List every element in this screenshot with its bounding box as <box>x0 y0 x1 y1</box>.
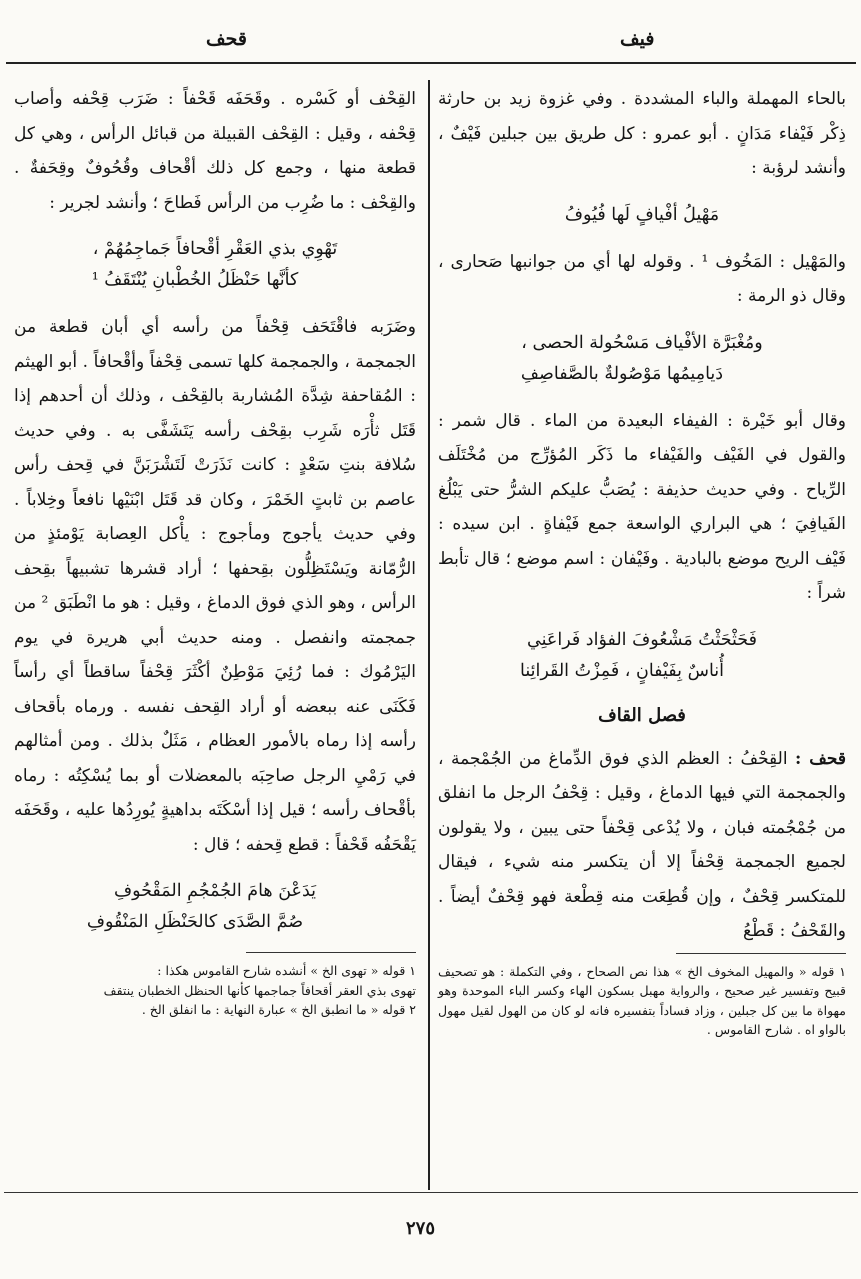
footnote: ٢ قوله « ما انطبق الخ » عبارة النهاية : ما انفلق الخ . <box>141 1002 416 1017</box>
footnote: ١ قوله « والمهيل المخوف الخ » هذا نص الصحاح ، وفي التكملة : هو تصحيف قبيح وتفسير غير صحيح ، والرواية مهبل بسكون الهاء وكسر الباء الموحدة وهو مهواة ما بين كل جبلين ، وزاد فساداً بتفسيره فانه لو كان من الهول لقيل مهول بالواو اه . شارح القاموس . <box>438 963 846 1037</box>
entry-lemma: قحف : <box>795 748 846 769</box>
verse <box>438 328 846 390</box>
page-number: ٢٧٥ <box>406 1218 436 1239</box>
column-divider <box>428 80 430 1190</box>
footnote-verse: تهوى بذي العقر أقحافاً جماجمها كأنها الحنظل الخطبان ينتقف <box>103 982 416 998</box>
verse <box>14 876 416 938</box>
left-column <box>14 82 416 1020</box>
paragraph: وضَرَبه فاقْتَحَف قِحْفاً من رأسه أي أبان قطعة من الجمجمة ، والجمجمة كلها تسمى قِحْفاً وأقْحافاً . أبو الهيثم : المُقاحفة شِدَّة المُشاربة بالقِحْف ، وذلك أن أحدهم إذا قَتَل ثأْرَه شَرِب بقِحْف رأسه يَتَشَفَّى به . وفي حديث سُلافة بنتِ سَعْدٍ : كانت نَذَرَتْ لَتَشْرَبَنَّ في قِحف رأس عاصم بن ثابتٍ الخَمْرَ ، وكان قد قَتَل ابْنَيْها نافعاً وخِلاباً . وفي حديث يأجوج ومأجوج : يأْكل العِصابة يَوْمئذٍ من الرُّمّانة ويَسْتَظِلُّون بقِحفها ؛ أراد قشرها تشبيهاً بقِحف الرأس ، وهو الذي فوق الدماغ ، وقيل : هو ما انْطَبَق ² من جمجمته وانفصل . ومنه حديث أبي هريرة في يوم اليَرْمُوك : فما رُئِيَ مَوْطِنٌ أكْثَرَ قِحْفاً ساقطاً أي رأساً فَكَنَى عنه ببعضه أو أراد القِحف نفسه . ورماه بأقحاف رأسه إذا رماه بالأمور العظام ، مَثَلٌ بذلك . ومن أمثالهم في رَمْيِ الرجل صاحِبَه بالمعضلات أو بما يُسْكِتُه : رماه بأقْحاف رأسه ؛ قيل إذا أسْكَتَه بداهيةٍ يُورِدُها عليه ، وقَحَفَه يَقْحَفُه قَحْفاً : قطع قِحفه ؛ قال : <box>14 317 417 855</box>
entry-text: القِحْفُ : العظم الذي فوق الدِّماغ من الجُمْجمة ، والجمجمة التي فيها الدماغ ، وقيل : قِحْفُ الرجل ما انفلق من جُمْجُمته فبان ، ولا يُدْعى قِحْفاً حتى يبين ، ولا يقولون لجميع الجمجمة قِحْفاً إلا أن يتكسر منه شيء ، فيقال للمتكسر قِحْفٌ ، وإن قُطِعَت منه قِطْعة فهو قِحْفٌ أيضاً . والقَحْفُ : قَطْعُ <box>438 748 846 941</box>
verse-line: ومُغْبَرَّة الأفْياف مَسْحُولة الحصى ، <box>521 332 763 353</box>
verse-line: صُمَّ الصَّدَى كالحَنْظَلِ المَنْقُوفِ <box>86 912 304 932</box>
paragraph: بالحاء المهملة والباء المشددة . وفي غزوة زيد بن حارثة ذِكْر فَيْفاء مَدَانٍ . أبو عمرو : كل طريق بين جبلين فَيْفٌ ، وأنشد لرؤبة : <box>438 89 846 178</box>
verse <box>438 625 846 687</box>
footnote: ١ قوله « تهوى الخ » أنشده شارح القاموس هكذا : <box>157 963 416 978</box>
running-head-left: قحف <box>206 28 248 50</box>
verse <box>14 234 416 296</box>
paragraph: وقال أبو خَيْرة : الفيفاء البعيدة من الماء . قال شمر : والقول في الفَيْف والفَيْفاء ما ذَكَر المُؤرِّج من مُخْتَلَف الرِّياح . وفي حديث حذيفة : يُصَبُّ عليكم الشرُّ حتى يَبْلُغ الفَيافِيَ ؛ هي البراري الواسعة جمع فَيْفاةٍ . ابن سيده : فَيْف الريح موضع بالبادية . وفَيْفان : اسم موضع ؛ قال تأبط شراً : <box>438 410 846 603</box>
verse-line: مَهْيلُ أفْيافٍ لَها فُيُوفُ <box>564 204 720 225</box>
footnote-separator <box>246 952 416 953</box>
right-column <box>438 82 846 1040</box>
header-rule <box>6 62 856 64</box>
footnote-separator <box>676 953 846 954</box>
verse-line: أُناسٌ بِفَيْفانٍ ، فَمِزْتُ القَرائِنا <box>519 660 725 681</box>
paragraph: القِحْف أو كَسْره . وقَحَفَه قَحْفاً : ضَرَب قِحْفه وأصاب قِحْفه ، وقيل : القِحْف القبيلة من قبائل الرأس ، وهي كل قطعة منها ، وجمع كل ذلك أقْحاف وقُحُوفٌ وقِحَفةٌ . والقِحْف : ما ضُرِب من الرأس فَطاحَ ؛ وأنشد لجرير : <box>14 89 416 213</box>
verse-line: تَهْوِي بذي العَقْرِ أقْحافاً جَماجِمُهُمْ ، <box>92 239 338 259</box>
section-title: فصل القاف <box>598 704 686 726</box>
verse <box>438 200 846 231</box>
entry-paragraph <box>438 742 846 949</box>
verse-line: دَيامِيمُها مَوْصُولةٌ بالصَّفاصِفِ <box>520 363 724 384</box>
footer-rule <box>4 1192 858 1193</box>
running-head-right: فيف <box>620 28 655 50</box>
verse-line: يَدَعْنَ هامَ الجُمْجُمِ المَقْحُوفِ <box>113 881 317 901</box>
verse-line: فَحَثْحَثْتُ مَشْعُوفَ الفؤاد فَراعَنِي <box>527 629 757 650</box>
verse-line: كأنَّها حَنْظَلُ الخُطْبانِ يُنْتَقَفُ ¹ <box>91 270 299 290</box>
paragraph: والمَهْيل : المَخُوف ¹ . وقوله لها أي من جوانبها صَحارى ، وقال ذو الرمة : <box>438 251 846 306</box>
